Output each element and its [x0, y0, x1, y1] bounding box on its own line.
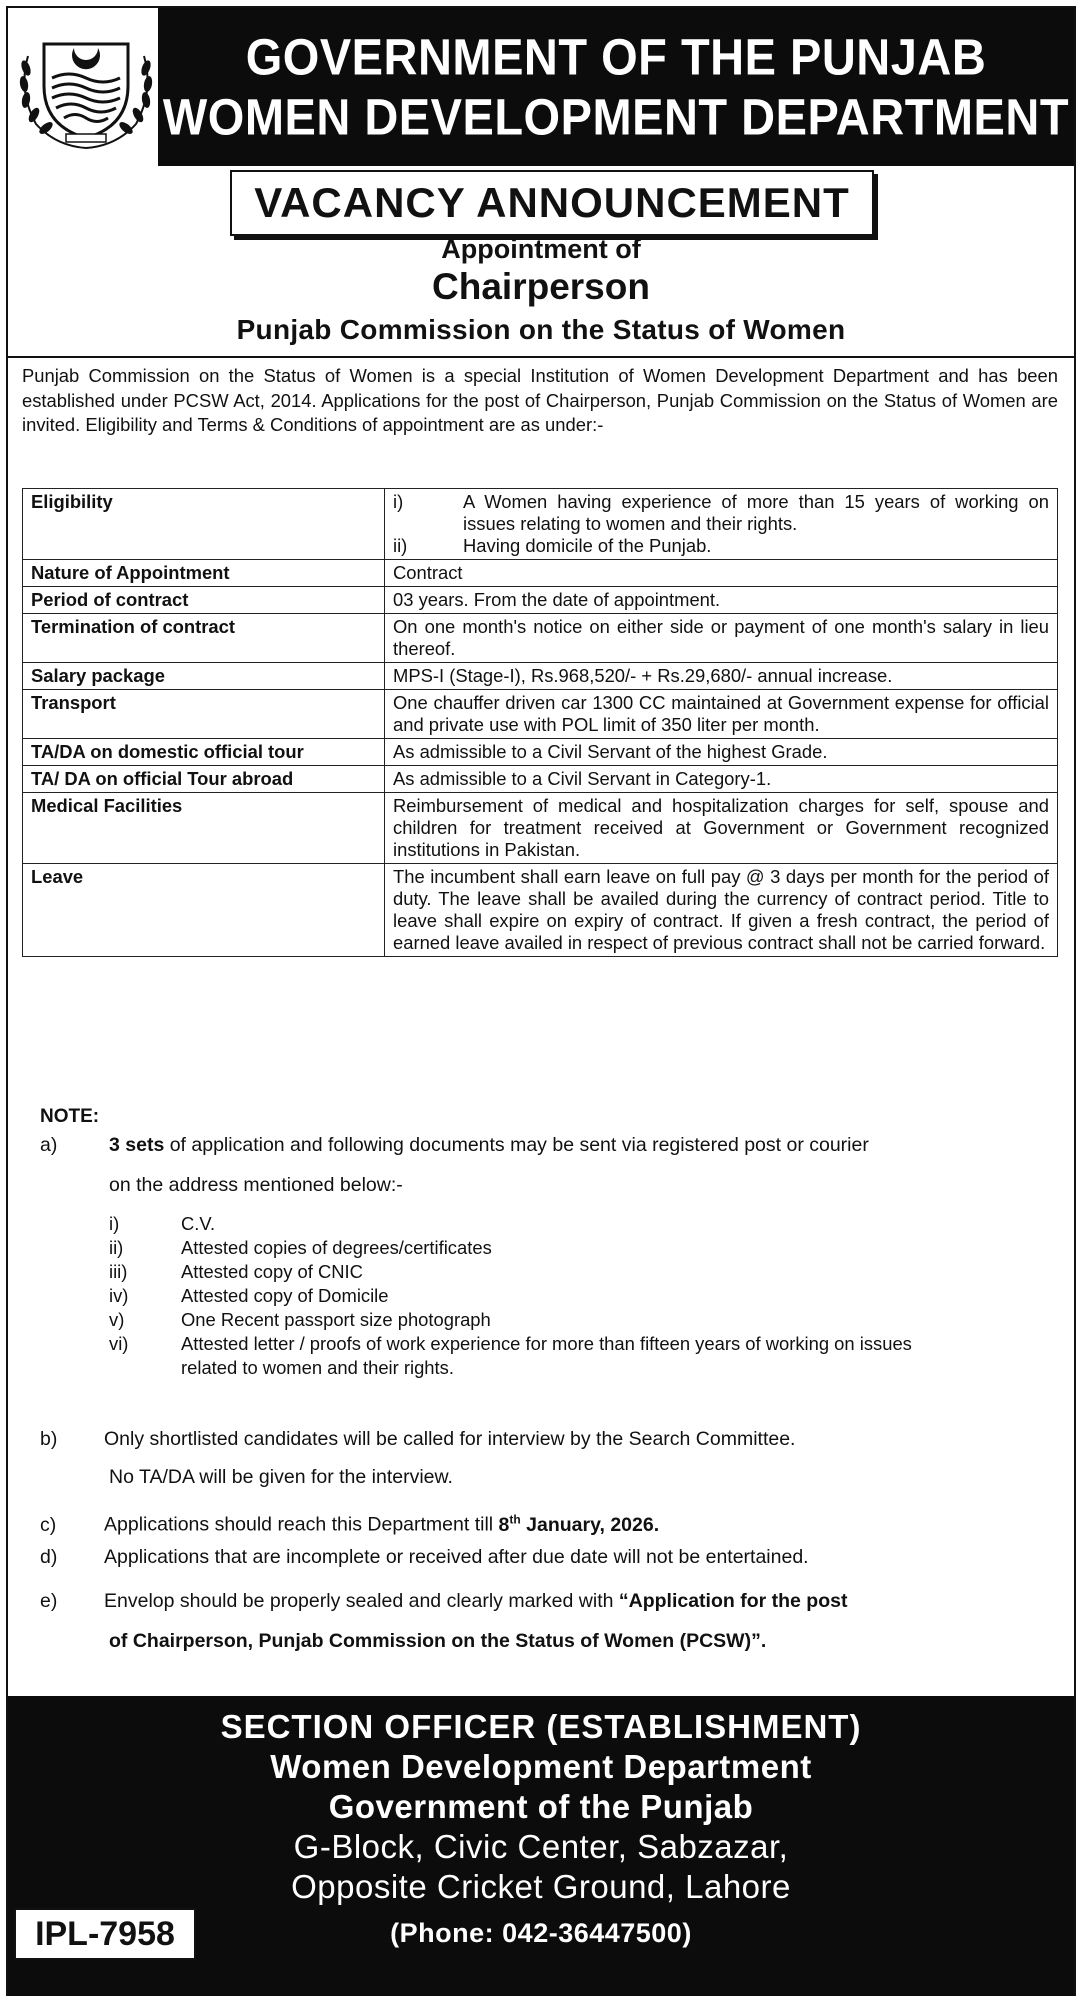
note-a-continued: on the address mentioned below:- [109, 1174, 403, 1196]
note-e-continued: of Chairperson, Punjab Commission on the Status of Women (PCSW)”. [109, 1630, 767, 1652]
organization-name: Punjab Commission on the Status of Women [236, 314, 846, 345]
term-value: The incumbent shall earn leave on full pay @ 3 days per month for the period of duty. The leave shall be availed during the currency of contract period. Title to leave shall expire on expiry of contract. If given a fresh contract, the period of earned leave availed in respect of previous contract shall not be carried forward. [385, 864, 1058, 957]
table-row [23, 560, 1058, 587]
footer-government: Government of the Punjab [328, 1788, 754, 1825]
term-value: MPS-I (Stage-I), Rs.968,520/- + Rs.29,680/- annual increase. [385, 663, 1058, 690]
term-value: As admissible to a Civil Servant in Category-1. [385, 766, 1058, 793]
document-item: iii) Attested copy of CNIC [109, 1261, 363, 1282]
document-item-continued: related to women and their rights. [181, 1357, 454, 1378]
table-row [23, 690, 1058, 739]
note-c: c) Applications should reach this Department till 8th January, 2026. [40, 1512, 660, 1536]
document-item: iv) Attested copy of Domicile [109, 1285, 389, 1306]
term-label: Medical Facilities [23, 793, 385, 864]
table-row [23, 587, 1058, 614]
term-label: Period of contract [23, 587, 385, 614]
term-label: Eligibility [23, 489, 385, 560]
post-title: Chairperson [432, 266, 650, 307]
section-officer-title: SECTION OFFICER (ESTABLISHMENT) [220, 1708, 862, 1745]
table-row [23, 489, 1058, 560]
note-a: a) 3 sets of application and following documents may be sent via registered post or courier [40, 1134, 869, 1156]
table-row [23, 663, 1058, 690]
appointment-of-label: Appointment of [441, 234, 641, 264]
note-b-continued: No TA/DA will be given for the interview. [109, 1466, 453, 1488]
address-line-1: G-Block, Civic Center, Sabzazar, [293, 1828, 789, 1865]
eligibility-cell [385, 489, 1058, 560]
note-e: e) Envelop should be properly sealed and clearly marked with “Application for the post [40, 1590, 848, 1612]
term-label: Salary package [23, 663, 385, 690]
document-item: v) One Recent passport size photograph [109, 1309, 491, 1330]
address-line-2: Opposite Cricket Ground, Lahore [291, 1868, 791, 1905]
vacancy-announcement-heading: VACANCY ANNOUNCEMENT [230, 170, 874, 236]
term-label: Transport [23, 690, 385, 739]
note-b: b) Only shortlisted candidates will be called for interview by the Search Committee. [40, 1428, 796, 1450]
term-value: Reimbursement of medical and hospitalization charges for self, spouse and children for treatment received at Government or Government recognized institutions in Pakistan. [385, 793, 1058, 864]
table-row [23, 739, 1058, 766]
term-value: Contract [385, 560, 1058, 587]
punjab-government-seal-icon [16, 16, 156, 151]
table-row [23, 793, 1058, 864]
footer-contact-band [8, 1696, 1074, 1996]
term-label: Leave [23, 864, 385, 957]
table-row [23, 614, 1058, 663]
term-value: One chauffer driven car 1300 CC maintained at Government expense for official and private use with POL limit of 350 liter per month. [385, 690, 1058, 739]
term-value: On one month's notice on either side or payment of one month's salary in lieu thereof. [385, 614, 1058, 663]
intro-paragraph: Punjab Commission on the Status of Women is a special Institution of Women Development Department and has been established under PCSW Act, 2014. Applications for the post of Chairperson, Punjab Commission on the Status of Women are invited. Eligibility and Terms & Conditions of appointment are as under:- [22, 365, 1058, 435]
note-d: d) Applications that are incomplete or received after due date will not be entertained. [40, 1546, 809, 1568]
divider [8, 356, 1074, 358]
footer-department: Women Development Department [270, 1748, 812, 1785]
eligibility-item: i) A Women having experience of more than 15 years of working on issues relating to women and their rights. [393, 491, 1049, 534]
term-value: 03 years. From the date of appointment. [385, 587, 1058, 614]
header [8, 8, 1074, 168]
terms-table [22, 488, 1058, 957]
department-title: WOMEN DEVELOPMENT DEPARTMENT [162, 87, 1070, 146]
term-label: Nature of Appointment [23, 560, 385, 587]
government-title: GOVERNMENT OF THE PUNJAB [245, 27, 987, 86]
phone-number: (Phone: 042-36447500) [390, 1918, 692, 1948]
term-value: As admissible to a Civil Servant of the highest Grade. [385, 739, 1058, 766]
document-item: i) C.V. [109, 1213, 216, 1234]
eligibility-item: ii) Having domicile of the Punjab. [393, 535, 712, 556]
table-row [23, 864, 1058, 957]
table-row [23, 766, 1058, 793]
term-label: TA/DA on domestic official tour [23, 739, 385, 766]
header-title-band [158, 8, 1074, 166]
ipl-reference-badge: IPL-7958 [14, 1908, 196, 1960]
advertisement-page [6, 6, 1076, 1996]
term-label: TA/ DA on official Tour abroad [23, 766, 385, 793]
document-item: vi) Attested letter / proofs of work experience for more than fifteen years of working on issues [109, 1333, 912, 1354]
document-item: ii) Attested copies of degrees/certificates [109, 1237, 492, 1258]
note-title: NOTE: [40, 1106, 100, 1127]
term-label: Termination of contract [23, 614, 385, 663]
